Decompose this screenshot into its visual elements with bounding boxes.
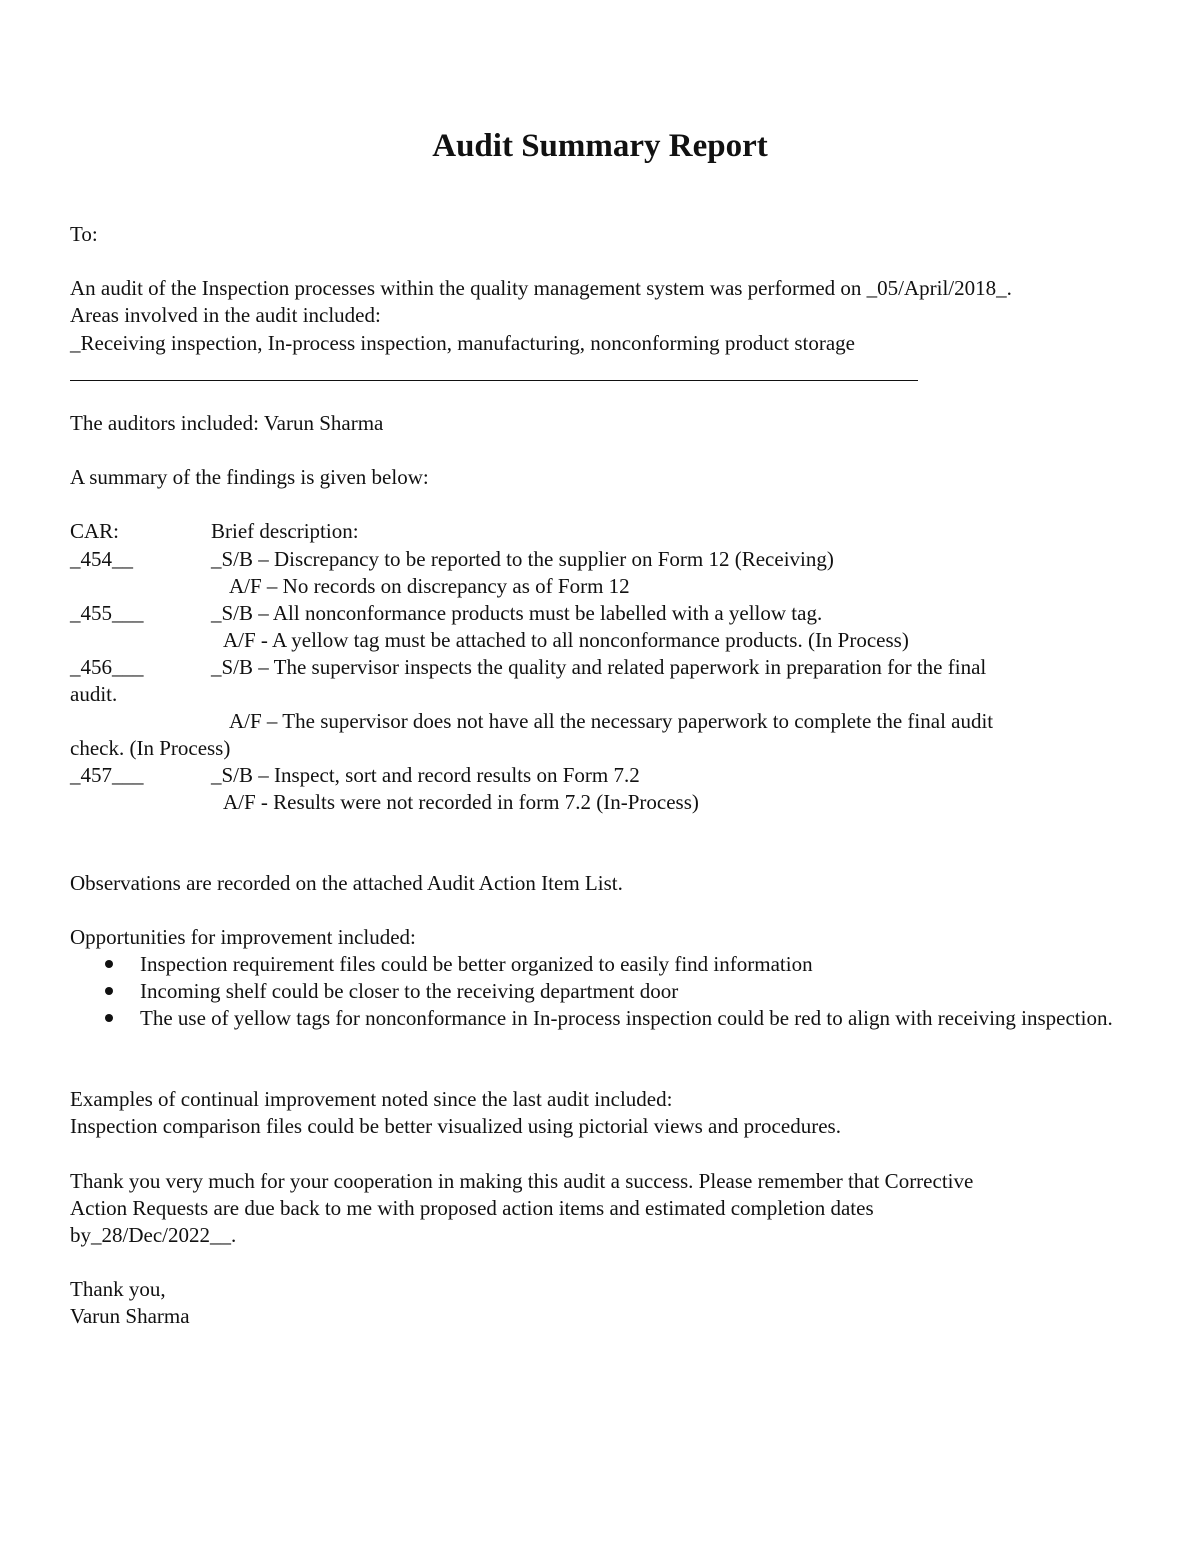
summary-intro: A summary of the findings is given below: — [70, 465, 429, 489]
bullet-icon — [105, 1014, 113, 1022]
opportunity-text: The use of yellow tags for nonconformance in In-process inspection could be red to align with receiving inspection. — [140, 1006, 1113, 1030]
opportunity-text: Inspection requirement files could be better organized to easily find information — [140, 952, 813, 976]
finding-sb-continued: audit. — [70, 682, 118, 706]
list-item — [70, 978, 1150, 1005]
list-item — [70, 951, 1150, 978]
opportunities-heading: Opportunities for improvement included: — [70, 925, 416, 949]
finding-sb: _S/B – The supervisor inspects the quality and related paperwork in preparation for the final — [211, 655, 987, 679]
signoff-thanks: Thank you, — [70, 1277, 166, 1301]
description-header: Brief description: — [211, 519, 359, 543]
finding-af: A/F - A yellow tag must be attached to all nonconformance products. (In Process) — [223, 628, 909, 652]
car-id: _457___ — [70, 763, 144, 787]
car-id: _455___ — [70, 601, 144, 625]
opportunities-list — [70, 951, 1150, 1032]
opportunity-text: Incoming shelf could be closer to the receiving department door — [140, 979, 679, 1003]
intro-line-2: Areas involved in the audit included: — [70, 303, 381, 327]
signoff-name: Varun Sharma — [70, 1304, 190, 1328]
finding-af: A/F - Results were not recorded in form 7.2 (In-Process) — [223, 790, 699, 814]
intro-line-3: _Receiving inspection, In-process inspection, manufacturing, nonconforming product storage — [70, 331, 855, 355]
report-title: Audit Summary Report — [432, 128, 768, 164]
continual-text: Inspection comparison files could be better visualized using pictorial views and procedures. — [70, 1114, 841, 1138]
to-label: To: — [70, 222, 98, 246]
auditors-line: The auditors included: Varun Sharma — [70, 411, 384, 435]
finding-sb: _S/B – Discrepancy to be reported to the supplier on Form 12 (Receiving) — [211, 547, 834, 571]
observations-line: Observations are recorded on the attached Audit Action Item List. — [70, 871, 623, 895]
closing-line-1: Thank you very much for your cooperation in making this audit a success. Please remember that Corrective — [70, 1169, 974, 1193]
areas-underline — [70, 380, 918, 381]
car-id: _456___ — [70, 655, 144, 679]
finding-af: A/F – No records on discrepancy as of Form 12 — [229, 574, 630, 598]
closing-line-3: by_28/Dec/2022__. — [70, 1223, 237, 1247]
finding-sb: _S/B – Inspect, sort and record results on Form 7.2 — [211, 763, 640, 787]
car-header: CAR: — [70, 519, 120, 543]
finding-sb: _S/B – All nonconformance products must be labelled with a yellow tag. — [211, 601, 823, 625]
list-item — [70, 1005, 1150, 1032]
continual-heading: Examples of continual improvement noted since the last audit included: — [70, 1087, 673, 1111]
bullet-icon — [105, 987, 113, 995]
bullet-icon — [105, 960, 113, 968]
finding-af-continued: check. (In Process) — [70, 736, 231, 760]
closing-line-2: Action Requests are due back to me with proposed action items and estimated completion dates — [70, 1196, 874, 1220]
finding-af: A/F – The supervisor does not have all the necessary paperwork to complete the final audit — [229, 709, 994, 733]
car-id: _454__ — [70, 547, 133, 571]
intro-line-1: An audit of the Inspection processes within the quality management system was performed on _05/April/2018_. — [70, 276, 1012, 300]
